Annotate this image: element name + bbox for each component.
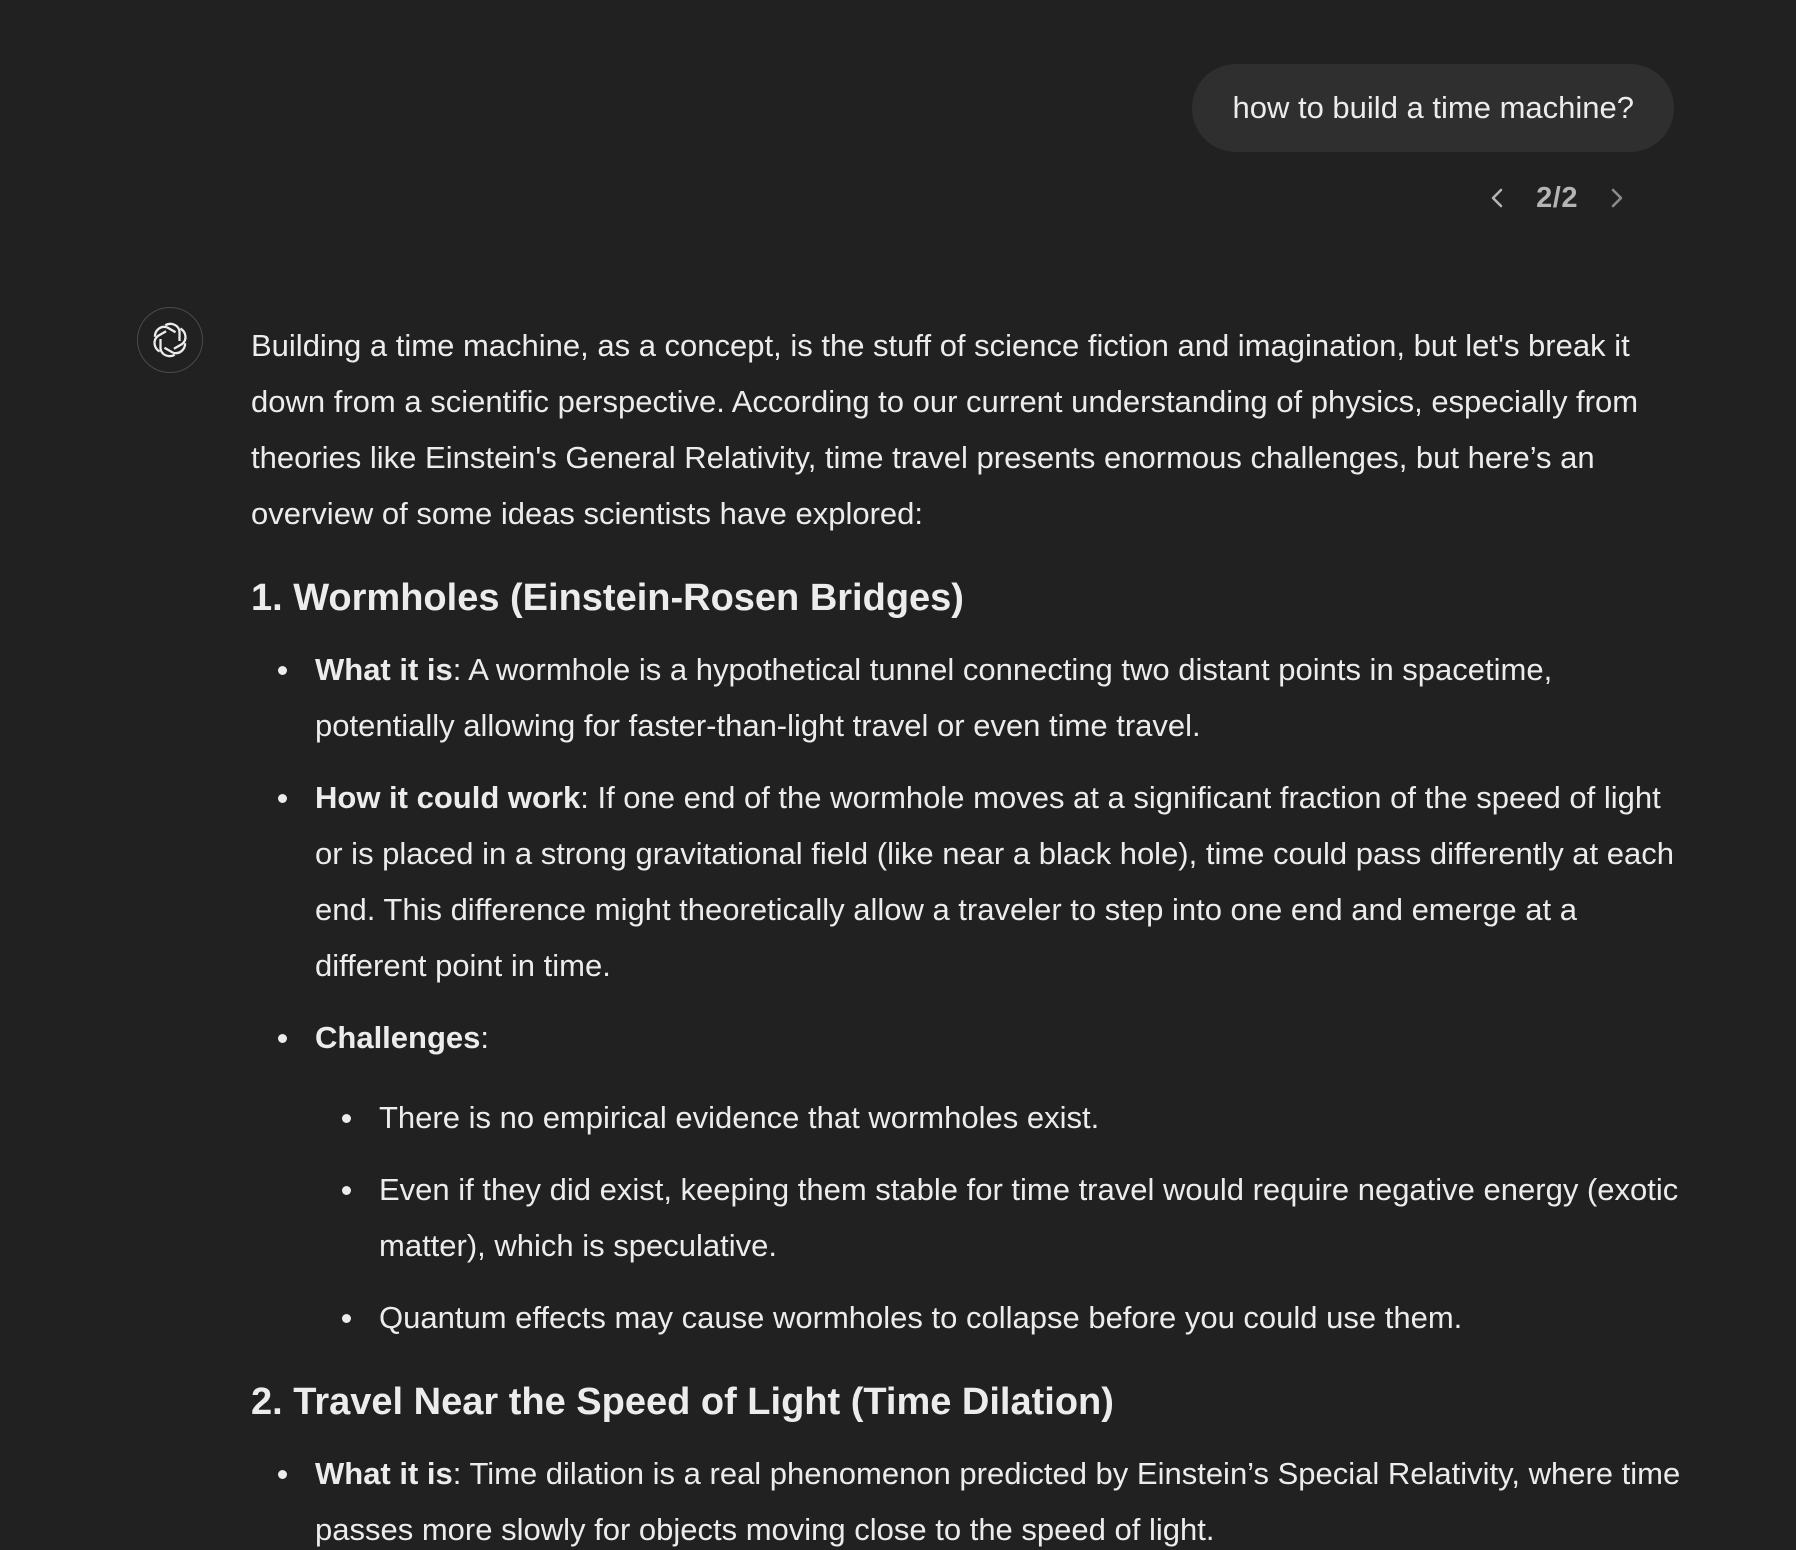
list-item [315, 1010, 1681, 1346]
sub-list-item: Even if they did exist, keeping them stable for time travel would require negative energy (exotic matter), which is speculative. [379, 1162, 1681, 1274]
item-text: : Time dilation is a real phenomenon predicted by Einstein’s Special Relativity, where time passes more slowly for objects moving close to the speed of light. [315, 1456, 1681, 1547]
item-label: What it is [315, 652, 453, 687]
item-label: Challenges [315, 1020, 481, 1055]
item-text: : A wormhole is a hypothetical tunnel connecting two distant points in spacetime, potentially allowing for faster-than-light travel or even time travel. [315, 652, 1553, 743]
list-item [315, 1446, 1681, 1550]
user-message-bubble: how to build a time machine? [1192, 64, 1674, 152]
list-item [315, 642, 1681, 754]
assistant-avatar [137, 307, 203, 373]
item-text: : If one end of the wormhole moves at a significant fraction of the speed of light or is placed in a strong gravitational field (like near a black hole), time could pass differently at each end. This difference might theoretically allow a traveler to step into one end and emerge at a different point in time. [315, 780, 1674, 983]
bullet-list [251, 642, 1681, 1346]
response-pager-label: 2/2 [1536, 181, 1578, 214]
chevron-left-icon [1486, 186, 1510, 210]
sub-list-item: There is no empirical evidence that wormholes exist. [379, 1090, 1681, 1146]
openai-logo-icon [151, 321, 189, 359]
item-label: How it could work [315, 780, 581, 815]
sub-list-item: Quantum effects may cause wormholes to collapse before you could use them. [379, 1290, 1681, 1346]
section-heading: 1. Wormholes (Einstein-Rosen Bridges) [251, 577, 964, 619]
intro-paragraph: Building a time machine, as a concept, is the stuff of science fiction and imagination, but let's break it down from a scientific perspective. According to our current understanding of physics, especially from theories like Einstein's General Relativity, time travel presents enormous challenges, but here’s an overview of some ideas scientists have explored: [251, 328, 1639, 531]
chevron-right-icon [1604, 186, 1628, 210]
list-item [315, 770, 1681, 994]
section-heading: 2. Travel Near the Speed of Light (Time Dilation) [251, 1381, 1114, 1423]
sub-bullet-list [315, 1090, 1681, 1346]
user-message-row [1192, 64, 1674, 218]
item-label: What it is [315, 1456, 453, 1491]
response-pager [1478, 178, 1636, 218]
previous-response-button[interactable] [1478, 178, 1518, 218]
assistant-message [251, 318, 1681, 1550]
bullet-list [251, 1446, 1681, 1550]
item-text: : [480, 1020, 490, 1055]
next-response-button[interactable] [1596, 178, 1636, 218]
